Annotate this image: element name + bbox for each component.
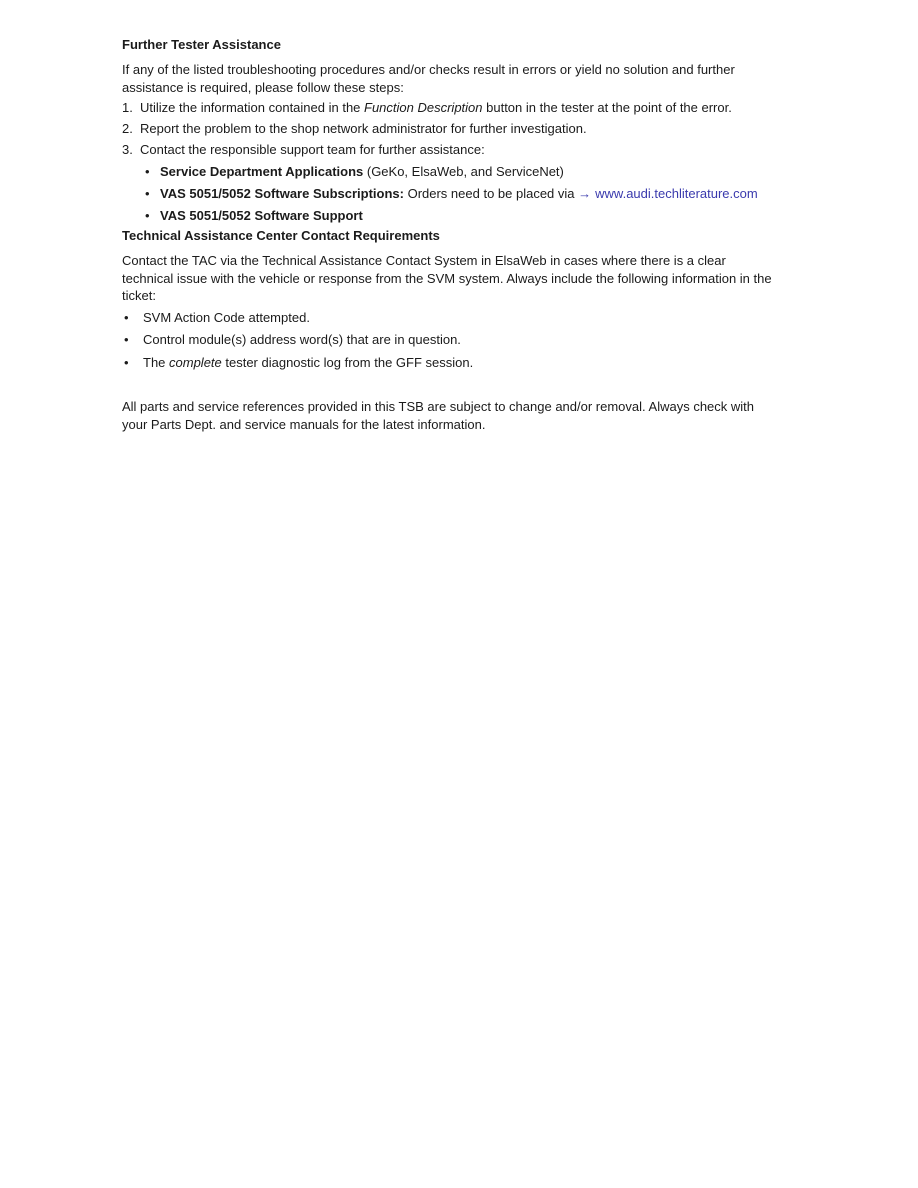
bullet-icon: •: [124, 309, 129, 325]
intro-line-1: If any of the listed troubleshooting procedures and/or checks result in errors or yield no solution and further: [122, 62, 735, 77]
tac-line-2: technical issue with the vehicle or response from the SVM system. Always include the following information in the: [122, 270, 772, 286]
tac-line-3: ticket:: [122, 288, 156, 303]
step-number: 1.: [122, 100, 133, 115]
bullet-text: The complete tester diagnostic log from the GFF session.: [143, 354, 474, 370]
heading-tac-contact-requirements: Technical Assistance Center Contact Requirements: [122, 228, 440, 243]
numbered-step-list: [122, 99, 812, 159]
bullet-control-modules: [124, 331, 812, 349]
bullet-text: VAS 5051/5052 Software Subscriptions: Orders need to be placed via → www.audi.techliterature.com: [160, 186, 758, 201]
numbered-step-1: [122, 99, 812, 117]
bullet-service-dept-applications: [145, 163, 812, 181]
bullet-svm-action-code: [124, 309, 812, 327]
bullet-software-subscriptions: [145, 185, 812, 203]
bullet-text: VAS 5051/5052 Software Support: [160, 208, 363, 223]
tac-paragraph: [122, 252, 812, 305]
bullet-icon: •: [145, 164, 150, 179]
disclaimer-line-2: your Parts Dept. and service manuals for the latest information.: [122, 416, 486, 432]
numbered-step-2: [122, 120, 812, 138]
arrow-right-icon: →: [578, 186, 592, 201]
bullet-diagnostic-log: [124, 354, 812, 372]
intro-paragraph: [122, 61, 812, 96]
techliterature-link[interactable]: www.audi.techliterature.com: [595, 186, 758, 201]
disclaimer-paragraph: [122, 398, 812, 433]
ticket-bullet-list: [122, 309, 812, 372]
tac-line-1: Contact the TAC via the Technical Assistance Contact System in ElsaWeb in cases where there is a clear: [122, 253, 726, 268]
italic-function-description: Function Description: [364, 100, 483, 115]
bullet-icon: •: [145, 208, 150, 223]
bullet-icon: •: [145, 186, 150, 201]
support-bullet-list: [122, 163, 812, 225]
bullet-icon: •: [124, 354, 129, 370]
step-number: 2.: [122, 121, 133, 136]
italic-complete: complete: [169, 354, 222, 370]
bullet-software-support: [145, 207, 812, 225]
step-text: Report the problem to the shop network administrator for further investigation.: [140, 121, 587, 136]
bullet-text: Service Department Applications (GeKo, ElsaWeb, and ServiceNet): [160, 164, 564, 179]
step-text: Utilize the information contained in the Function Description button in the tester at the point of the error.: [140, 100, 732, 115]
disclaimer-line-1: All parts and service references provided in this TSB are subject to change and/or removal. Always check with: [122, 399, 755, 414]
heading-further-tester-assistance: Further Tester Assistance: [122, 37, 281, 52]
bullet-text: Control module(s) address word(s) that are in question.: [143, 332, 461, 347]
bullet-icon: •: [124, 332, 129, 347]
numbered-step-3: [122, 141, 812, 159]
step-text: Contact the responsible support team for further assistance:: [140, 142, 485, 157]
document-content: [122, 38, 812, 436]
bullet-text: SVM Action Code attempted.: [143, 309, 310, 325]
step-number: 3.: [122, 142, 133, 157]
intro-line-2: assistance is required, please follow these steps:: [122, 79, 404, 95]
